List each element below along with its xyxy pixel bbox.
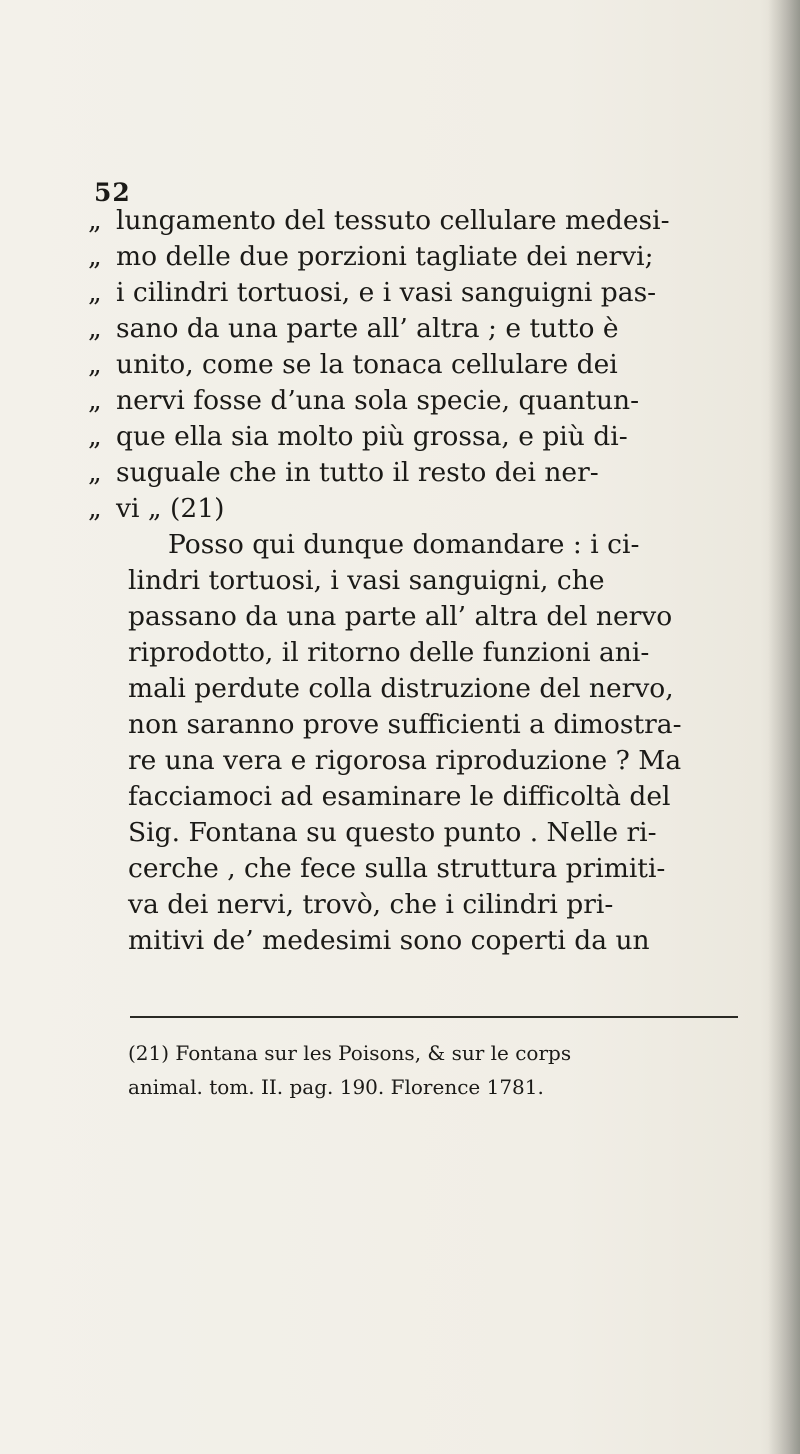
quote-mark: „ (88, 493, 102, 524)
paragraph-line: riprodotto, il ritorno delle funzioni ani- (128, 637, 650, 668)
paragraph-line: Sig. Fontana su questo punto . Nelle ri- (128, 817, 657, 848)
quote-mark: „ (88, 421, 102, 452)
quoted-line-text: nervi fosse d’una sola specie, quantun- (116, 385, 640, 416)
quote-mark: „ (88, 457, 102, 488)
quote-mark: „ (88, 205, 102, 236)
quoted-line (88, 455, 738, 491)
quoted-line-text: que ella sia molto più grossa, e più di- (116, 421, 628, 452)
quoted-line-text: sano da una parte all’ altra ; e tutto è (116, 313, 619, 344)
paragraph-line: lindri tortuosi, i vasi sanguigni, che (128, 565, 605, 596)
quote-mark: „ (88, 313, 102, 344)
page-edge-shadow (768, 0, 800, 1454)
quote-mark: „ (88, 241, 102, 272)
quoted-line (88, 203, 738, 239)
paragraph-line: non saranno prove sufficienti a dimostra- (128, 709, 682, 740)
quoted-line-text: suguale che in tutto il resto dei ner- (116, 457, 599, 488)
footnote-line: (21) Fontana sur les Poisons, & sur le corps (128, 1041, 572, 1065)
quoted-line-text: lungamento del tessuto cellulare medesi- (116, 205, 670, 236)
footnote-divider (130, 1016, 738, 1018)
page-number: 52 (94, 178, 131, 207)
quoted-line (88, 239, 738, 275)
quoted-line-text: i cilindri tortuosi, e i vasi sanguigni pas- (116, 277, 657, 308)
footnotes (128, 1036, 768, 1104)
quoted-line (88, 383, 738, 419)
quoted-line (88, 311, 738, 347)
paragraph-line: cerche , che fece sulla struttura primiti- (128, 853, 666, 884)
paragraph-line: passano da una parte all’ altra del nervo (128, 601, 673, 632)
paragraph-first-line: Posso qui dunque domandare : i ci- (168, 529, 640, 560)
quoted-line (88, 347, 738, 383)
quote-mark: „ (88, 277, 102, 308)
quoted-line (88, 491, 738, 527)
quoted-line (88, 419, 738, 455)
paragraph-line: mitivi de’ medesimi sono coperti da un (128, 925, 650, 956)
quoted-line-text: vi „ (21) (116, 493, 225, 524)
paragraph-line: re una vera e rigorosa riproduzione ? Ma (128, 745, 682, 776)
quoted-line-text: mo delle due porzioni tagliate dei nervi; (116, 241, 654, 272)
footnote-line: animal. tom. II. pag. 190. Florence 1781. (128, 1075, 544, 1099)
paragraph-line: va dei nervi, trovò, che i cilindri pri- (128, 889, 614, 920)
paragraph-line: mali perdute colla distruzione del nervo, (128, 673, 674, 704)
quote-mark: „ (88, 349, 102, 380)
quoted-line-text: unito, come se la tonaca cellulare dei (116, 349, 618, 380)
quote-mark: „ (88, 385, 102, 416)
main-text (88, 203, 738, 959)
paragraph-line: facciamoci ad esaminare le difficoltà del (128, 781, 671, 812)
quoted-line (88, 275, 738, 311)
